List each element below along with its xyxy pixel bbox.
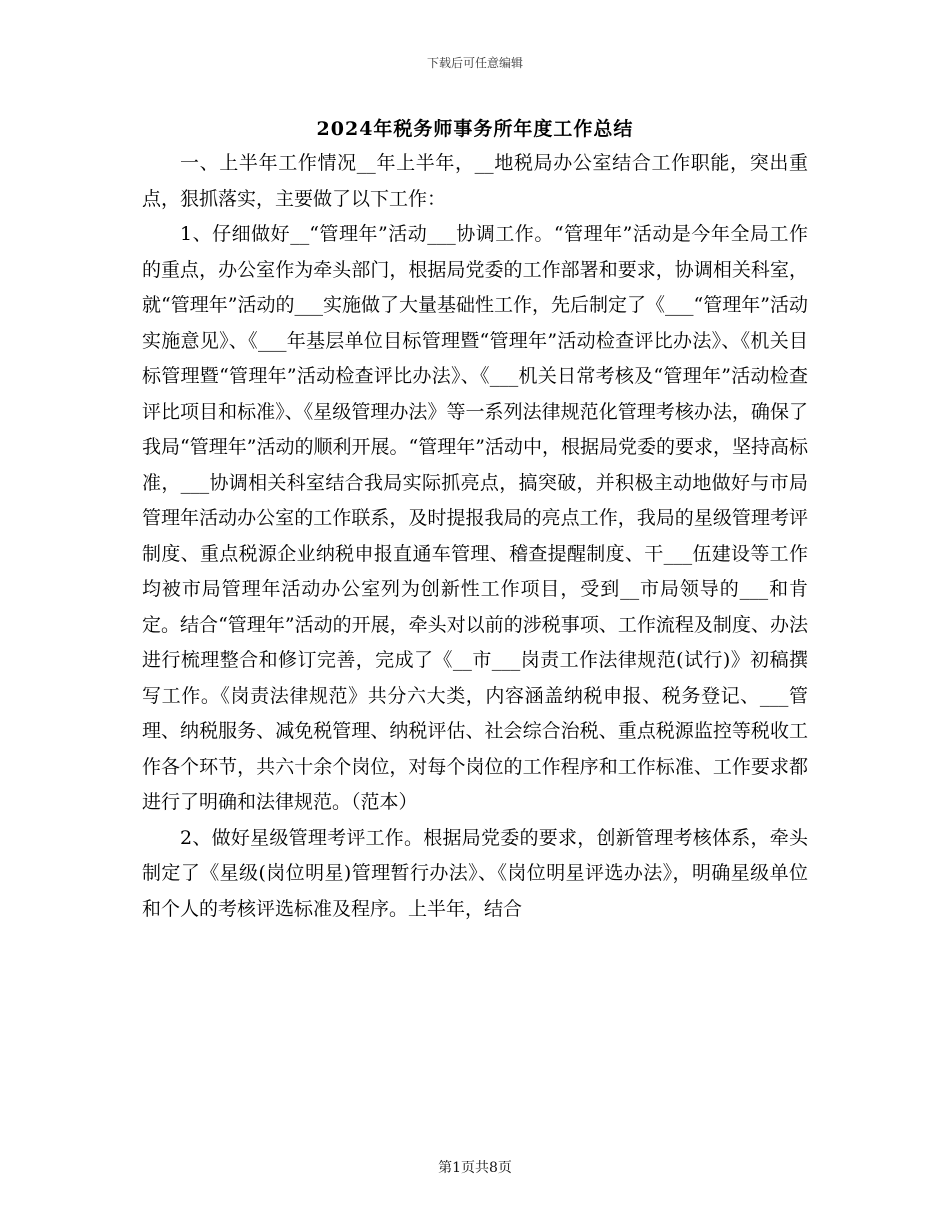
paragraph-item-1: 1、仔细做好__“管理年”活动___协调工作。“管理年”活动是今年全局工作的重点，办公室作为牵头部门，根据局党委的工作部署和要求，协调相关科室，就“管理年”活动的___实施做了大量基础性工作，先后制定了《___“管理年”活动实施意见》、《___年基层单位目标管理暨“管理年”活动检查评比办法》、《机关目标管理暨“管理年”活动检查评比办法》、《___机关日常考核及“管理年”活动检查评比项目和标准》、《星级管理办法》等一系列法律规范化管理考核办法，确保了我局“管理年”活动的顺利开展。“管理年”活动中，根据局党委的要求，坚持高标准，___协调相关科室结合我局实际抓亮点，搞突破，并积极主动地做好与市局管理年活动办公室的工作联系，及时提报我局的亮点工作，我局的星级管理考评制度、重点税源企业纳税申报直通车管理、稽查提醒制度、干___伍建设等工作均被市局管理年活动办公室列为创新性工作项目，受到__市局领导的___和肯定。结合“管理年”活动的开展，牵头对以前的涉税事项、工作流程及制度、办法进行梳理整合和修订完善，完成了《__市___岗责工作法律规范(试行)》初稿撰写工作。《岗责法律规范》共分六大类，内容涵盖纳税申报、税务登记、___管理、纳税服务、减免税管理、纳税评估、社会综合治税、重点税源监控等税收工作各个环节，共六十余个岗位，对每个岗位的工作程序和工作标准、工作要求都进行了明确和法律规范。（范本） [142, 223, 808, 813]
page-number: 第1页共8页 [438, 1160, 512, 1176]
header-note: 下载后可任意编辑 [426, 56, 523, 70]
paragraph-item-2: 2、做好星级管理考评工作。根据局党委的要求，创新管理考核体系，牵头制定了《星级(岗位明星)管理暂行办法》、《岗位明星评选办法》，明确星级单位和个人的考核评选标准及程序。上半年，结合 [142, 826, 808, 920]
document-body [142, 146, 808, 927]
document-title: 2024年税务师事务所年度工作总结 [316, 118, 634, 140]
paragraph-intro: 一、上半年工作情况__年上半年，__地税局办公室结合工作职能，突出重点，狠抓落实，主要做了以下工作： [142, 152, 808, 210]
